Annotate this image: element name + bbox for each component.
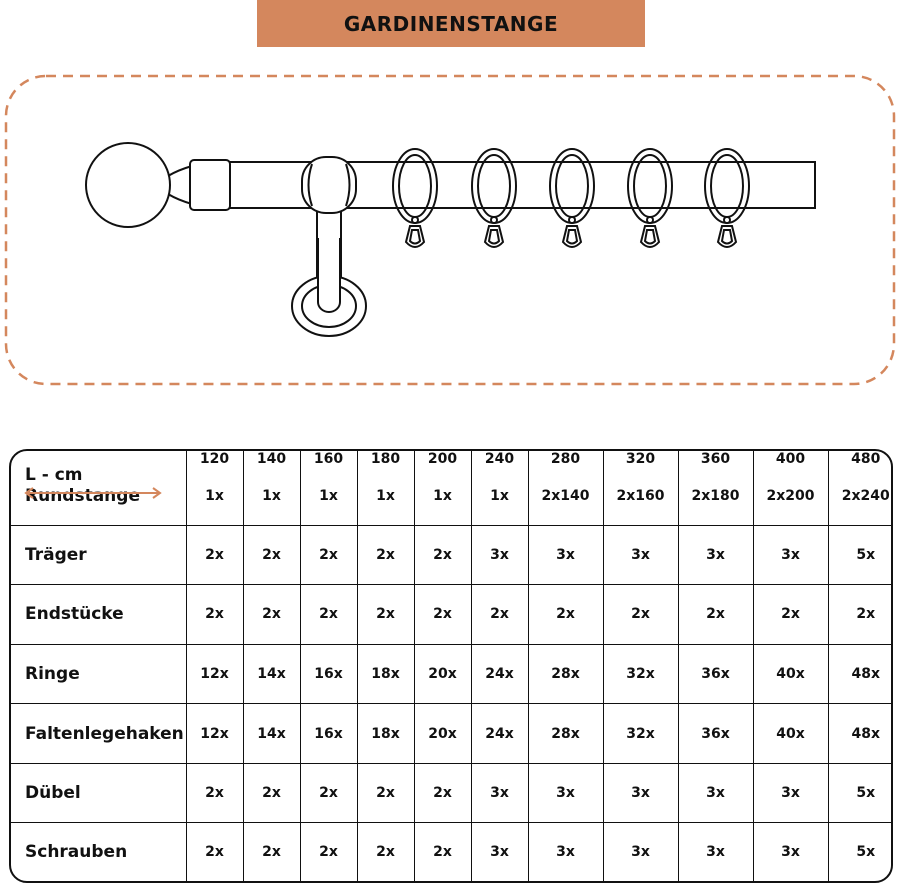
table-cell: 2x [357,763,414,823]
table-cell: 20x [414,644,471,704]
table-cell: 3x [528,525,603,585]
table-row [11,763,893,823]
table-cell: 3x [603,823,678,881]
double-arrow-icon [23,487,163,499]
table-cell: 3x [753,823,828,881]
table-cell: 1x [186,467,243,525]
table-cell: 2x [300,823,357,881]
row-label: Träger [11,525,186,585]
column-header: 280 [528,451,603,467]
table-cell: 3x [471,763,528,823]
table-cell: 2x [471,585,528,645]
table-cell: 24x [471,644,528,704]
table-cell: 48x [828,644,893,704]
table-cell: 2x [186,763,243,823]
table-cell: 16x [300,644,357,704]
table-cell: 18x [357,704,414,764]
table-cell: 14x [243,644,300,704]
length-label: L - cm [25,465,83,485]
table-row [11,525,893,585]
table-cell: 24x [471,704,528,764]
row-label: Ringe [11,644,186,704]
table-cell: 2x [828,585,893,645]
table-cell: 5x [828,525,893,585]
ball-finial [86,143,170,227]
table-cell: 2x [603,585,678,645]
column-header: 240 [471,451,528,467]
table-cell: 3x [753,763,828,823]
table-cell: 1x [414,467,471,525]
column-header: 160 [300,451,357,467]
table-cell: 5x [828,823,893,881]
table-cell: 2x [300,585,357,645]
table-cell: 3x [603,525,678,585]
length-header-cell [11,451,186,485]
column-header: 360 [678,451,753,467]
table-row [11,704,893,764]
table-cell: 12x [186,704,243,764]
table-cell: 2x [414,525,471,585]
table-cell: 2x200 [753,467,828,525]
table-cell: 2x [243,763,300,823]
table-cell: 1x [471,467,528,525]
table-cell: 2x [243,823,300,881]
curtain-rod-icon [0,60,900,400]
table-cell: 2x [414,823,471,881]
table-cell: 3x [753,525,828,585]
table-cell: 3x [603,763,678,823]
table-cell: 2x [414,763,471,823]
column-header: 120 [186,451,243,467]
table-cell: 2x [300,763,357,823]
table-cell: 3x [678,525,753,585]
row-label: Endstücke [11,585,186,645]
table-cell: 2x [357,585,414,645]
bracket-collar [302,157,356,213]
table-cell: 40x [753,644,828,704]
table-cell: 3x [471,525,528,585]
column-header: 400 [753,451,828,467]
table-cell: 2x [243,585,300,645]
table-cell: 1x [300,467,357,525]
finial-neck [168,166,192,204]
table-header-row [11,451,893,467]
table-cell: 5x [828,763,893,823]
table-cell: 40x [753,704,828,764]
table-cell: 2x [678,585,753,645]
table-cell: 2x [300,525,357,585]
table-cell: 2x [243,525,300,585]
column-header: 140 [243,451,300,467]
row-label: Rundstange [11,467,186,525]
table-cell: 3x [528,823,603,881]
table-cell: 2x [186,823,243,881]
table-cell: 2x [357,823,414,881]
table-cell: 2x160 [603,467,678,525]
table-cell: 2x180 [678,467,753,525]
illustration-frame [6,76,894,384]
column-header: 180 [357,451,414,467]
table-cell: 3x [678,823,753,881]
table-row [11,585,893,645]
column-header: 200 [414,451,471,467]
table-cell: 20x [414,704,471,764]
table-cell: 2x [186,525,243,585]
table-row [11,823,893,881]
table-cell: 2x [528,585,603,645]
table-cell: 12x [186,644,243,704]
table-cell: 28x [528,704,603,764]
table-cell: 2x [186,585,243,645]
table-cell: 14x [243,704,300,764]
table-row [11,644,893,704]
table-cell: 3x [471,823,528,881]
table-cell: 28x [528,644,603,704]
table-cell: 2x [753,585,828,645]
table-cell: 2x [357,525,414,585]
row-label: Dübel [11,763,186,823]
table-cell: 1x [243,467,300,525]
table-cell: 1x [357,467,414,525]
table-cell: 32x [603,704,678,764]
table-cell: 2x240 [828,467,893,525]
row-label: Schrauben [11,823,186,881]
table-cell: 16x [300,704,357,764]
row-label: Faltenlegehaken [11,704,186,764]
table-cell: 36x [678,704,753,764]
spec-table [9,449,893,883]
table-cell: 36x [678,644,753,704]
table-cell: 3x [528,763,603,823]
table-cell: 18x [357,644,414,704]
table-cell: 2x [414,585,471,645]
table-cell: 2x140 [528,467,603,525]
column-header: 320 [603,451,678,467]
table-cell: 48x [828,704,893,764]
table-cell: 3x [678,763,753,823]
table-cell: 32x [603,644,678,704]
page-title: GARDINENSTANGE [257,0,645,47]
column-header: 480 [828,451,893,467]
